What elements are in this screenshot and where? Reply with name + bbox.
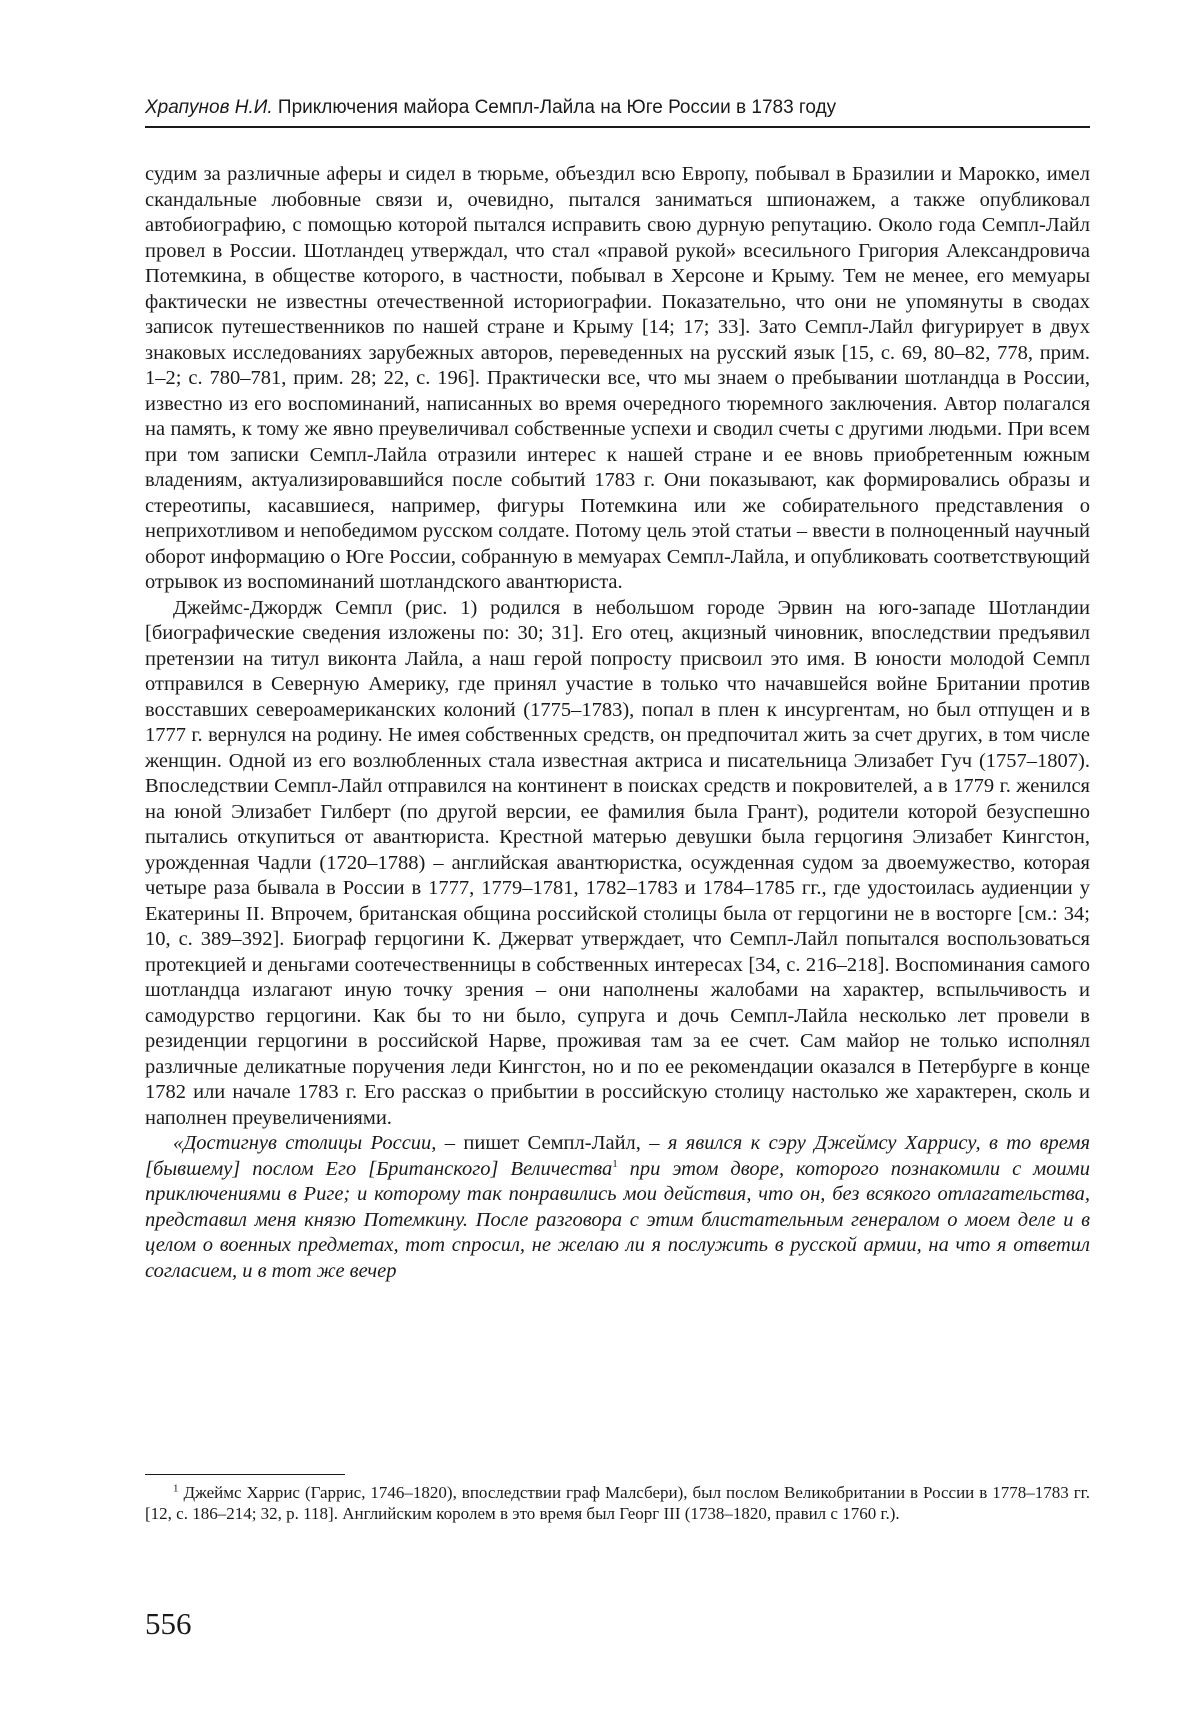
header-title: Приключения майора Семпл-Лайла на Юге России в 1783 году — [277, 97, 837, 118]
quote-part-a: – я явился к сэру Джеймсу Харрису, в то время [бывшему] послом Его [Британского] Величества — [145, 1132, 1090, 1180]
header-author: Храпунов Н.И. — [145, 97, 273, 118]
footnote — [145, 1482, 1090, 1524]
paragraph-1: судим за различные аферы и сидел в тюрьме, объездил всю Европу, побывал в Бразилии и Марокко, имел скандальные любовные связи и, очевидно, пытался заниматься шпионажем, а также опубликовал автобиографию, с помощью которой пытался исправить свою дурную репутацию. Около года Семпл-Лайл провел в России. Шотландец утверждал, что стал «правой рукой» всесильного Григория Александровича Потемкина, в обществе которого, в частности, побывал в Херсоне и Крыму. Тем не менее, его мемуары фактически не известны отечественной историографии. Показательно, что они не упомянуты в сводах записок путешественников по нашей стране и Крыму [14; 17; 33]. Зато Семпл-Лайл фигурирует в двух знаковых исследованиях зарубежных авторов, переведенных на русский язык [15, с. 69, 80–82, 778, прим. 1–2; с. 780–781, прим. 28; 22, с. 196]. Практически все, что мы знаем о пребывании шотландца в России, известно из его воспоминаний, написанных во время очередного тюремного заключения. Автор полагался на память, к тому же явно преувеличивал собственные успехи и сводил счеты с другими людьми. При всем при том записки Семпл-Лайла отразили интерес к нашей стране и ее вновь приобретенным южным владениям, актуализировавшийся после событий 1783 г. Они показывают, как формировались образы и стереотипы, касавшиеся, например, фигуры Потемкина или же собирательного представления о неприхотливом и непобедимом русском солдате. Потому цель этой статьи – ввести в полноценный научный оборот информацию о Юге России, собранную в мемуарах Семпл-Лайла, и опубликовать соответствующий отрывок из воспоминаний шотландского авантюриста. — [145, 163, 1090, 593]
footnote-text: Джеймс Харрис (Гаррис, 1746–1820), впоследствии граф Малсбери), был послом Великобритании в России в 1778–1783 гг. [12, с. 186–214; 32, р. 118]. Английским королем в это время был Георг III (1738–1820, правил с 1760 г.). — [145, 1483, 1090, 1523]
quote-part-b: при этом дворе, которого познакомили с моими приключениями в Риге; и которому так понравились мои действия, что он, без всякого отлагательства, представил меня князю Потемкину. После разговора с этим блистательным генералом о моем деле и в целом о военных предметах, тот спросил, не желаю ли я послужить в русской армии, на что я ответил согласием, и в тот же вечер — [145, 1157, 1090, 1282]
running-header — [145, 96, 1090, 128]
footnote-ref[interactable]: 1 — [612, 1157, 618, 1170]
quote-attribution: – пишет Семпл-Лайл, — [436, 1132, 650, 1154]
footnote-number: 1 — [173, 1482, 179, 1495]
page-number: 556 — [145, 1606, 192, 1641]
footnote-divider — [145, 1474, 345, 1475]
paragraph-2: Джеймс-Джордж Семпл (рис. 1) родился в небольшом городе Эрвин на юго-западе Шотландии [биографические сведения изложены по: 30; 31]. Его отец, акцизный чиновник, впоследствии предъявил претензии на титул виконта Лайла, а наш герой попросту присвоил это имя. В юности молодой Семпл отправился в Северную Америку, где принял участие в только что начавшейся войне Британии против восставших североамериканских колоний (1775–1783), попал в плен к инсургентам, но был отпущен и в 1777 г. вернулся на родину. Не имея собственных средств, он предпочитал жить за счет других, в том числе женщин. Одной из его возлюбленных стала известная актриса и писательница Элизабет Гуч (1757–1807). Впоследствии Семпл-Лайл отправился на континент в поисках средств и покровителей, а в 1779 г. женился на юной Элизабет Гилберт (по другой версии, ее фамилия была Грант), родители которой безуспешно пытались откупиться от авантюриста. Крестной матерью девушки была герцогиня Элизабет Кингстон, урожденная Чадли (1720–1788) – английская авантюристка, осужденная судом за двоемужество, которая четыре раза бывала в России в 1777, 1779–1781, 1782–1783 и 1784–1785 гг., где удостоилась аудиенции у Екатерины II. Впрочем, британская община российской столицы была от герцогини не в восторге [см.: 34; 10, с. 389–392]. Биограф герцогини К. Джерват утверждает, что Семпл-Лайл попытался воспользоваться протекцией и деньгами соотечественницы в собственных интересах [34, с. 216–218]. Воспоминания самого шотландца излагают иную точку зрения – они наполнены жалобами на характер, вспыльчивость и самодурство герцогини. Как бы то ни было, супруга и дочь Семпл-Лайла несколько лет провели в резиденции герцогини в российской Нарве, проживая там за ее счет. Сам майор не только исполнял различные деликатные поручения леди Кингстон, но и по ее рекомендации оказался в Петербурге в конце 1782 или начале 1783 г. Его рассказ о прибытии в российскую столицу настолько же характерен, сколь и наполнен преувеличениями. — [145, 596, 1090, 1129]
article-body — [145, 162, 1090, 1284]
quote-open: «Достигнув столицы России, — [173, 1132, 437, 1154]
quote-paragraph — [145, 1131, 1090, 1284]
